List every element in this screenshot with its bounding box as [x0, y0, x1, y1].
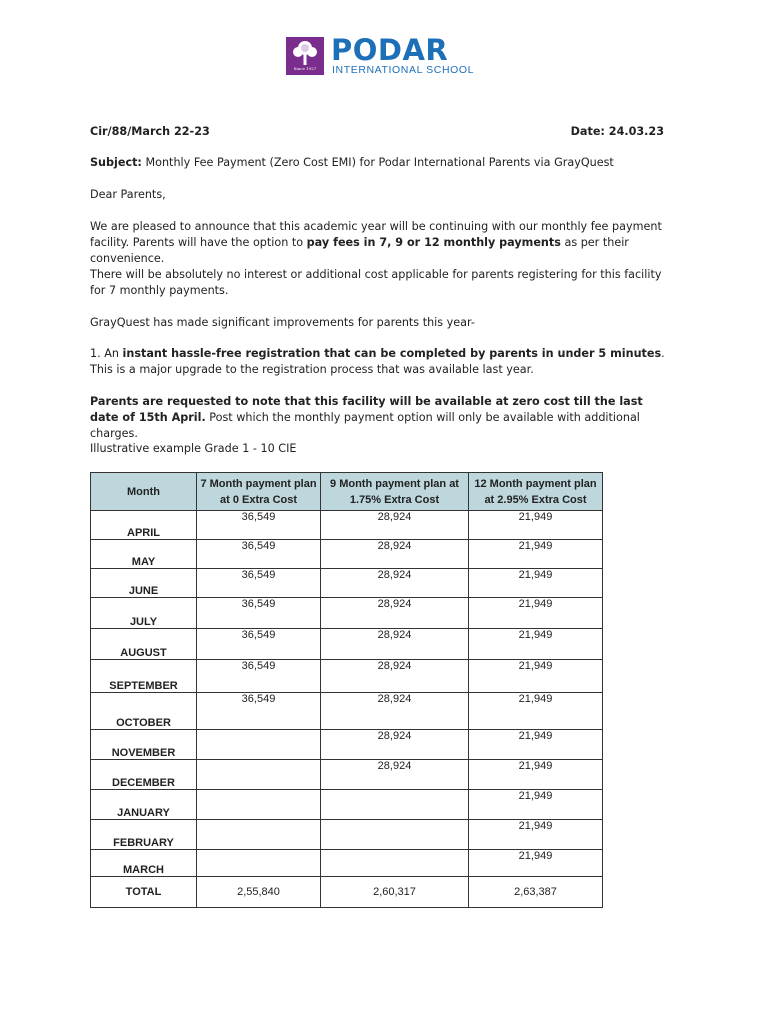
table-row: [91, 511, 603, 540]
month-cell: AUGUST: [91, 629, 197, 660]
para4-bold: instant hassle-free registration that can be completed by parents in under 5 minutes: [122, 347, 662, 360]
plan7-cell: [197, 820, 321, 850]
paragraph-5: [90, 394, 670, 442]
para1-c: as per their convenience.: [90, 236, 629, 265]
total-plan7: 2,55,840: [197, 877, 321, 908]
subject-label: Subject:: [90, 156, 142, 169]
para1-bold: pay fees in 7, 9 or 12 monthly payments: [306, 236, 561, 249]
para5-bold: Parents are requested to note that this facility will be available at zero cost till the last date of 15th April.: [90, 395, 643, 424]
table-row: [91, 790, 603, 820]
month-cell: NOVEMBER: [91, 730, 197, 760]
circular-ref: Cir/88/March 22-23: [90, 125, 210, 138]
plan7-cell: [197, 790, 321, 820]
plan12-cell: 21,949: [469, 629, 603, 660]
table-row: [91, 660, 603, 693]
para4-a: 1. An: [90, 347, 123, 360]
fee-table: [90, 472, 603, 908]
total-label: TOTAL: [91, 877, 197, 908]
month-cell: JULY: [91, 598, 197, 629]
month-cell: APRIL: [91, 511, 197, 540]
para5-c: Post which the monthly payment option will only be available with additional charges.: [90, 411, 640, 440]
paragraph-4: [90, 346, 670, 378]
para4-c: . This is a major upgrade to the registration process that was available last year.: [90, 347, 665, 376]
month-cell: DECEMBER: [91, 760, 197, 790]
table-row: [91, 730, 603, 760]
total-plan12: 2,63,387: [469, 877, 603, 908]
plan7-cell: 36,549: [197, 540, 321, 569]
school-logo: [286, 33, 486, 77]
plan9-cell: [321, 850, 469, 877]
example-label: Illustrative example Grade 1 - 10 CIE: [90, 442, 297, 455]
plan12-cell: 21,949: [469, 850, 603, 877]
plan7-cell: 36,549: [197, 693, 321, 730]
header-7-month: 7 Month payment plan at 0 Extra Cost: [197, 473, 321, 511]
paragraph-2: There will be absolutely no interest or additional cost applicable for parents registering for this facility for 7 monthly payments.: [90, 268, 662, 297]
plan7-cell: 36,549: [197, 569, 321, 598]
month-cell: MARCH: [91, 850, 197, 877]
plan9-cell: 28,924: [321, 730, 469, 760]
table-row: [91, 598, 603, 629]
month-cell: JANUARY: [91, 790, 197, 820]
plan9-cell: 28,924: [321, 569, 469, 598]
table-row: [91, 760, 603, 790]
table-row: [91, 820, 603, 850]
plan12-cell: 21,949: [469, 730, 603, 760]
plan12-cell: 21,949: [469, 540, 603, 569]
table-row: [91, 693, 603, 730]
para1-a: We are pleased to announce that this academic year will be continuing with our monthly fee payment facility. Parents will have the option to: [90, 220, 662, 249]
table-row: [91, 850, 603, 877]
plan7-cell: 36,549: [197, 598, 321, 629]
plan12-cell: 21,949: [469, 790, 603, 820]
table-row: [91, 569, 603, 598]
plan9-cell: 28,924: [321, 511, 469, 540]
circular-date: Date: 24.03.23: [570, 125, 664, 138]
month-cell: MAY: [91, 540, 197, 569]
table-header-row: [91, 473, 603, 511]
plan7-cell: 36,549: [197, 511, 321, 540]
plan7-cell: 36,549: [197, 660, 321, 693]
plan12-cell: 21,949: [469, 820, 603, 850]
total-plan9: 2,60,317: [321, 877, 469, 908]
plan7-cell: 36,549: [197, 629, 321, 660]
plan12-cell: 21,949: [469, 660, 603, 693]
month-cell: OCTOBER: [91, 693, 197, 730]
logo-subtitle: INTERNATIONAL SCHOOL: [332, 64, 475, 76]
header-month: Month: [91, 473, 197, 511]
total-row: [91, 877, 603, 908]
plan12-cell: 21,949: [469, 569, 603, 598]
plan9-cell: 28,924: [321, 660, 469, 693]
logo-name: PODAR: [331, 33, 449, 67]
table-row: [91, 540, 603, 569]
month-cell: SEPTEMBER: [91, 660, 197, 693]
month-cell: JUNE: [91, 569, 197, 598]
month-cell: FEBRUARY: [91, 820, 197, 850]
paragraph-1: [90, 219, 670, 267]
plan9-cell: [321, 790, 469, 820]
greeting: Dear Parents,: [90, 188, 166, 201]
plan7-cell: [197, 850, 321, 877]
table-row: [91, 629, 603, 660]
header-12-month: 12 Month payment plan at 2.95% Extra Cost: [469, 473, 603, 511]
subject-text: Monthly Fee Payment (Zero Cost EMI) for Podar International Parents via GrayQuest: [145, 156, 614, 169]
plan9-cell: 28,924: [321, 540, 469, 569]
plan9-cell: 28,924: [321, 598, 469, 629]
plan7-cell: [197, 760, 321, 790]
plan12-cell: 21,949: [469, 511, 603, 540]
plan9-cell: 28,924: [321, 629, 469, 660]
logo-since: Since 1927: [293, 66, 317, 71]
plan7-cell: [197, 730, 321, 760]
header-9-month: 9 Month payment plan at 1.75% Extra Cost: [321, 473, 469, 511]
plan12-cell: 21,949: [469, 693, 603, 730]
paragraph-3: GrayQuest has made significant improvements for parents this year-: [90, 316, 475, 329]
subject-line: [90, 155, 670, 171]
plan9-cell: [321, 820, 469, 850]
plan12-cell: 21,949: [469, 760, 603, 790]
plan12-cell: 21,949: [469, 598, 603, 629]
plan9-cell: 28,924: [321, 760, 469, 790]
plan9-cell: 28,924: [321, 693, 469, 730]
tree-emblem-icon: [286, 37, 324, 75]
